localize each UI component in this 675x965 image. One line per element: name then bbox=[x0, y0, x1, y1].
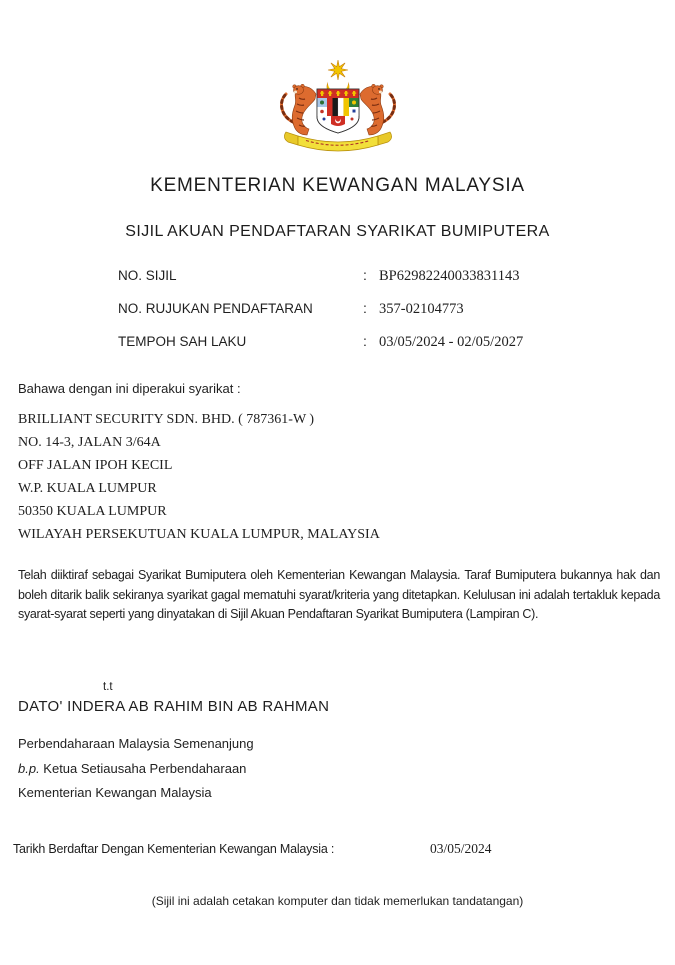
company-name: BRILLIANT SECURITY SDN. BHD. ( 787361-W ) bbox=[18, 412, 315, 427]
detail-separator: : bbox=[363, 300, 367, 316]
validity-period: 03/05/2024 - 02/05/2027 bbox=[379, 334, 524, 350]
org-line: Kementerian Kewangan Malaysia bbox=[18, 785, 212, 800]
org-line-text: Ketua Setiausaha Perbendaharaan bbox=[39, 760, 247, 776]
detail-row-no-rujukan bbox=[118, 300, 523, 320]
ministry-heading: KEMENTERIAN KEWANGAN MALAYSIA bbox=[150, 175, 525, 196]
address-line: OFF JALAN IPOH KECIL bbox=[18, 458, 173, 473]
detail-row-tempoh bbox=[118, 333, 523, 353]
registration-reference-number: 357-02104773 bbox=[379, 301, 464, 317]
signature-tt: t.t bbox=[103, 681, 113, 693]
org-line: Perbendaharaan Malaysia Semenanjung bbox=[18, 736, 254, 751]
company-address-block bbox=[18, 408, 380, 546]
certificate-title: SIJIL AKUAN PENDAFTARAN SYARIKAT BUMIPUTERA bbox=[125, 223, 550, 240]
detail-row-no-sijil bbox=[118, 267, 523, 287]
org-line bbox=[18, 757, 254, 782]
malaysia-coat-of-arms-icon bbox=[268, 58, 408, 169]
address-line: WILAYAH PERSEKUTUAN KUALA LUMPUR, MALAYSIA bbox=[18, 527, 380, 542]
signatory-organisation bbox=[18, 732, 254, 806]
bp-abbreviation: b.p. bbox=[18, 760, 40, 776]
detail-label: NO. RUJUKAN PENDAFTARAN bbox=[118, 301, 313, 316]
detail-separator: : bbox=[363, 267, 367, 283]
registration-date-value: 03/05/2024 bbox=[430, 841, 492, 856]
address-line: W.P. KUALA LUMPUR bbox=[18, 481, 157, 496]
detail-label: TEMPOH SAH LAKU bbox=[118, 334, 247, 349]
registration-date-label: Tarikh Berdaftar Dengan Kementerian Kewangan Malaysia : bbox=[13, 842, 335, 856]
intro-line: Bahawa dengan ini diperakui syarikat : bbox=[18, 381, 241, 396]
signatory-name: DATO' INDERA AB RAHIM BIN AB RAHMAN bbox=[18, 698, 330, 715]
detail-separator: : bbox=[363, 333, 367, 349]
address-line: 50350 KUALA LUMPUR bbox=[18, 504, 167, 519]
footer-note: (Sijil ini adalah cetakan komputer dan tidak memerlukan tandatangan) bbox=[151, 894, 524, 908]
certificate-number: BP62982240033831143 bbox=[379, 268, 520, 284]
address-line: NO. 14-3, JALAN 3/64A bbox=[18, 435, 161, 450]
declaration-paragraph: Telah diiktiraf sebagai Syarikat Bumiputera oleh Kementerian Kewangan Malaysia. Taraf Bumiputera bukannya hak dan boleh ditarik balik sekiranya syarikat gagal mematuhi syarat/kriteria yang ditetapkan. Kelulusan ini adalah tertakluk kepada syarat-syarat seperti yang dinyatakan di Sijil Akuan Pendaftaran Syarikat Bumiputera (Lampiran C). bbox=[18, 568, 660, 621]
certificate-details bbox=[118, 267, 523, 366]
registration-date-line bbox=[13, 842, 662, 856]
detail-label: NO. SIJIL bbox=[118, 268, 177, 283]
